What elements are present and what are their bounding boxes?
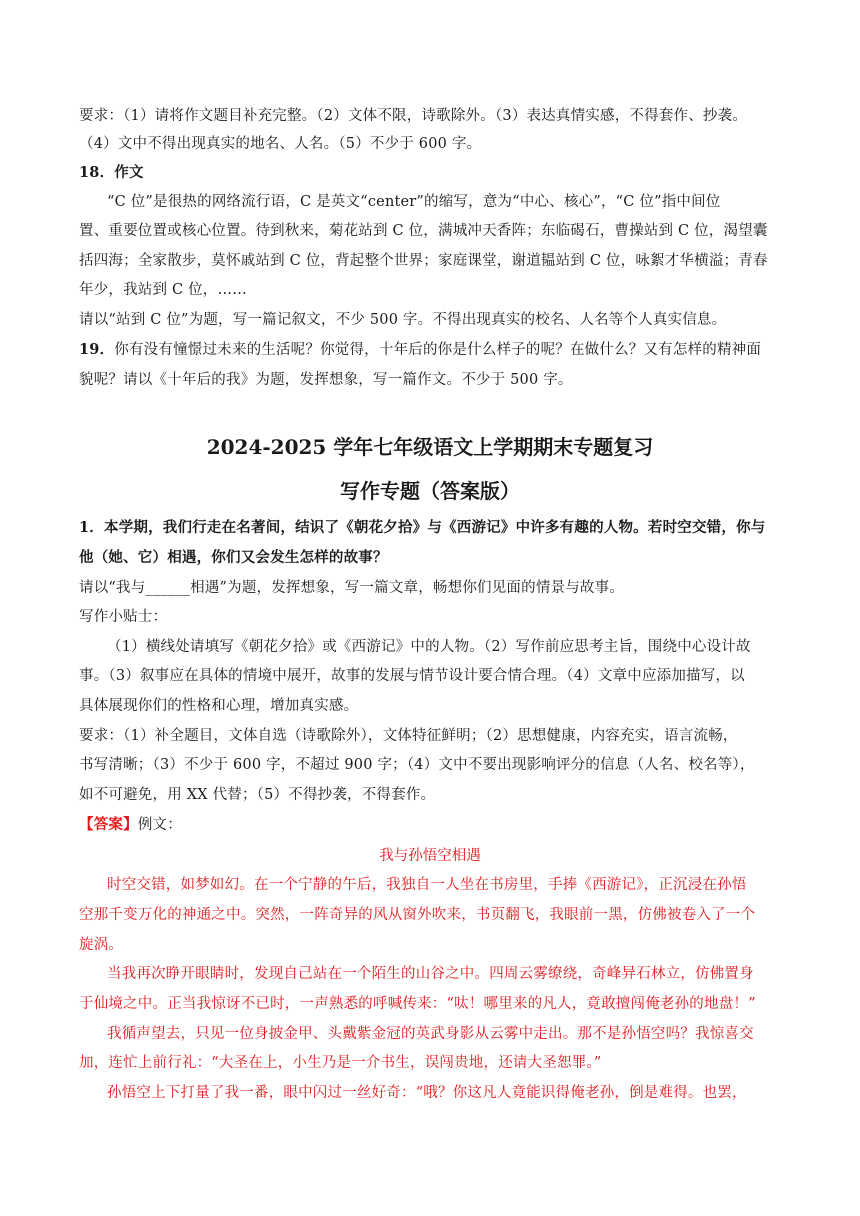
writing-tips-text: 具体展现你们的性格和心理，增加真实感。 — [79, 698, 359, 714]
document-title: 2024-2025 学年七年级语文上学期期末专题复习 — [206, 435, 654, 459]
question-18-prompt: 请以“站到 C 位”为题，写一篇记叙文，不少 500 字。不得出现真实的校名、人名等个人真实信息。 — [79, 312, 727, 328]
essay-line: 孙悟空上下打量了我一番，眼中闪过一丝好奇：“哦？你这凡人竟能识得俺老孙，倒是难得。也罢， — [107, 1085, 747, 1101]
question-18-text: 置、重要位置或核心位置。待到秋来，菊花站到 C 位，满城冲天香阵；东临碣石，曹操站到 C 位，渴望囊 — [79, 223, 768, 239]
question-18-text: “C 位”是很热的网络流行语，C 是英文“center”的缩写，意为“中心、核心”，“C 位”指中间位 — [107, 194, 721, 210]
requirements-line: （4）文中不得出现真实的地名、人名。（5）不少于 600 字。 — [79, 136, 482, 152]
question-1-requirements: 要求：（1）补全题目，文体自选（诗歌除外），文体特征鲜明；（2）思想健康，内容充实，语言流畅， — [79, 728, 738, 744]
question-19-number: 19． — [79, 341, 115, 358]
writing-tips-label: 写作小贴士： — [79, 609, 168, 625]
question-1-text: 他（她、它）相遇，你们又会发生怎样的故事？ — [79, 549, 388, 566]
question-19-text: 貌呢？请以《十年后的我》为题，发挥想象，写一篇作文。不少于 500 字。 — [79, 372, 573, 388]
document-subtitle: 写作专题（答案版） — [340, 479, 520, 503]
question-18-text: 括四海；全家散步，莫怀戚站到 C 位，背起整个世界；家庭课堂，谢道韫站到 C 位，咏絮才华横溢；青春 — [79, 253, 768, 269]
essay-line: 于仙境之中。正当我惊讶不已时，一声熟悉的呼喊传来：“呔！哪里来的凡人，竟敢擅闯俺老孙的地盘！” — [79, 996, 756, 1012]
question-19-text: 你有没有憧憬过未来的生活呢？你觉得，十年后的你是什么样子的呢？在做什么？又有怎样的精神面 — [114, 342, 762, 358]
essay-title: 我与孙悟空相遇 — [379, 848, 481, 864]
example-label: 例文： — [137, 817, 182, 833]
essay-line: 空那千变万化的神通之中。突然，一阵奇异的风从窗外吹来，书页翻飞，我眼前一黑，仿佛被卷入了一个 — [79, 907, 756, 923]
question-1-text: 1．本学期，我们行走在名著间，结识了《朝花夕拾》与《西游记》中许多有趣的人物。若时空交错，你与 — [79, 519, 766, 536]
answer-tag: 【答案】 — [79, 816, 138, 833]
question-19-line — [79, 339, 761, 361]
question-18-heading: 18．作文 — [79, 164, 144, 181]
answer-label-line — [79, 814, 182, 836]
writing-tips-text: （1）横线处请填写《朝花夕拾》或《西游记》中的人物。（2）写作前应思考主旨，围绕中心设计故 — [107, 639, 751, 655]
essay-line: 时空交错，如梦如幻。在一个宁静的午后，我独自一人坐在书房里，手捧《西游记》，正沉浸在孙悟 — [107, 877, 747, 893]
essay-line: 加，连忙上前行礼：“大圣在上，小生乃是一介书生，误闯贵地，还请大圣恕罪。” — [79, 1055, 602, 1071]
question-1-requirements: 如不可避免，用 XX 代替；（5）不得抄袭，不得套作。 — [79, 787, 436, 803]
writing-tips-text: 事。（3）叙事应在具体的情境中展开，故事的发展与情节设计要合情合理。（4）文章中应添加描写，以 — [79, 668, 745, 684]
requirements-line: 要求：（1）请将作文题目补充完整。（2）文体不限，诗歌除外。（3）表达真情实感，不得套作、抄袭。 — [79, 108, 748, 124]
question-1-requirements: 书写清晰；（3）不少于 600 字，不超过 900 字；（4）文中不要出现影响评分的信息（人名、校名等）， — [79, 757, 755, 773]
essay-line: 旋涡。 — [79, 937, 124, 953]
essay-line: 当我再次睁开眼睛时，发现自己站在一个陌生的山谷之中。四周云雾缭绕，奇峰异石林立，仿佛置身 — [107, 966, 754, 982]
question-1-prompt: 请以“我与______相遇”为题，发挥想象，写一篇文章，畅想你们见面的情景与故事。 — [79, 580, 625, 596]
question-18-text: 年少，我站到 C 位，…… — [79, 282, 247, 298]
essay-line: 我循声望去，只见一位身披金甲、头戴紫金冠的英武身影从云雾中走出。那不是孙悟空吗？我惊喜交 — [107, 1026, 754, 1042]
